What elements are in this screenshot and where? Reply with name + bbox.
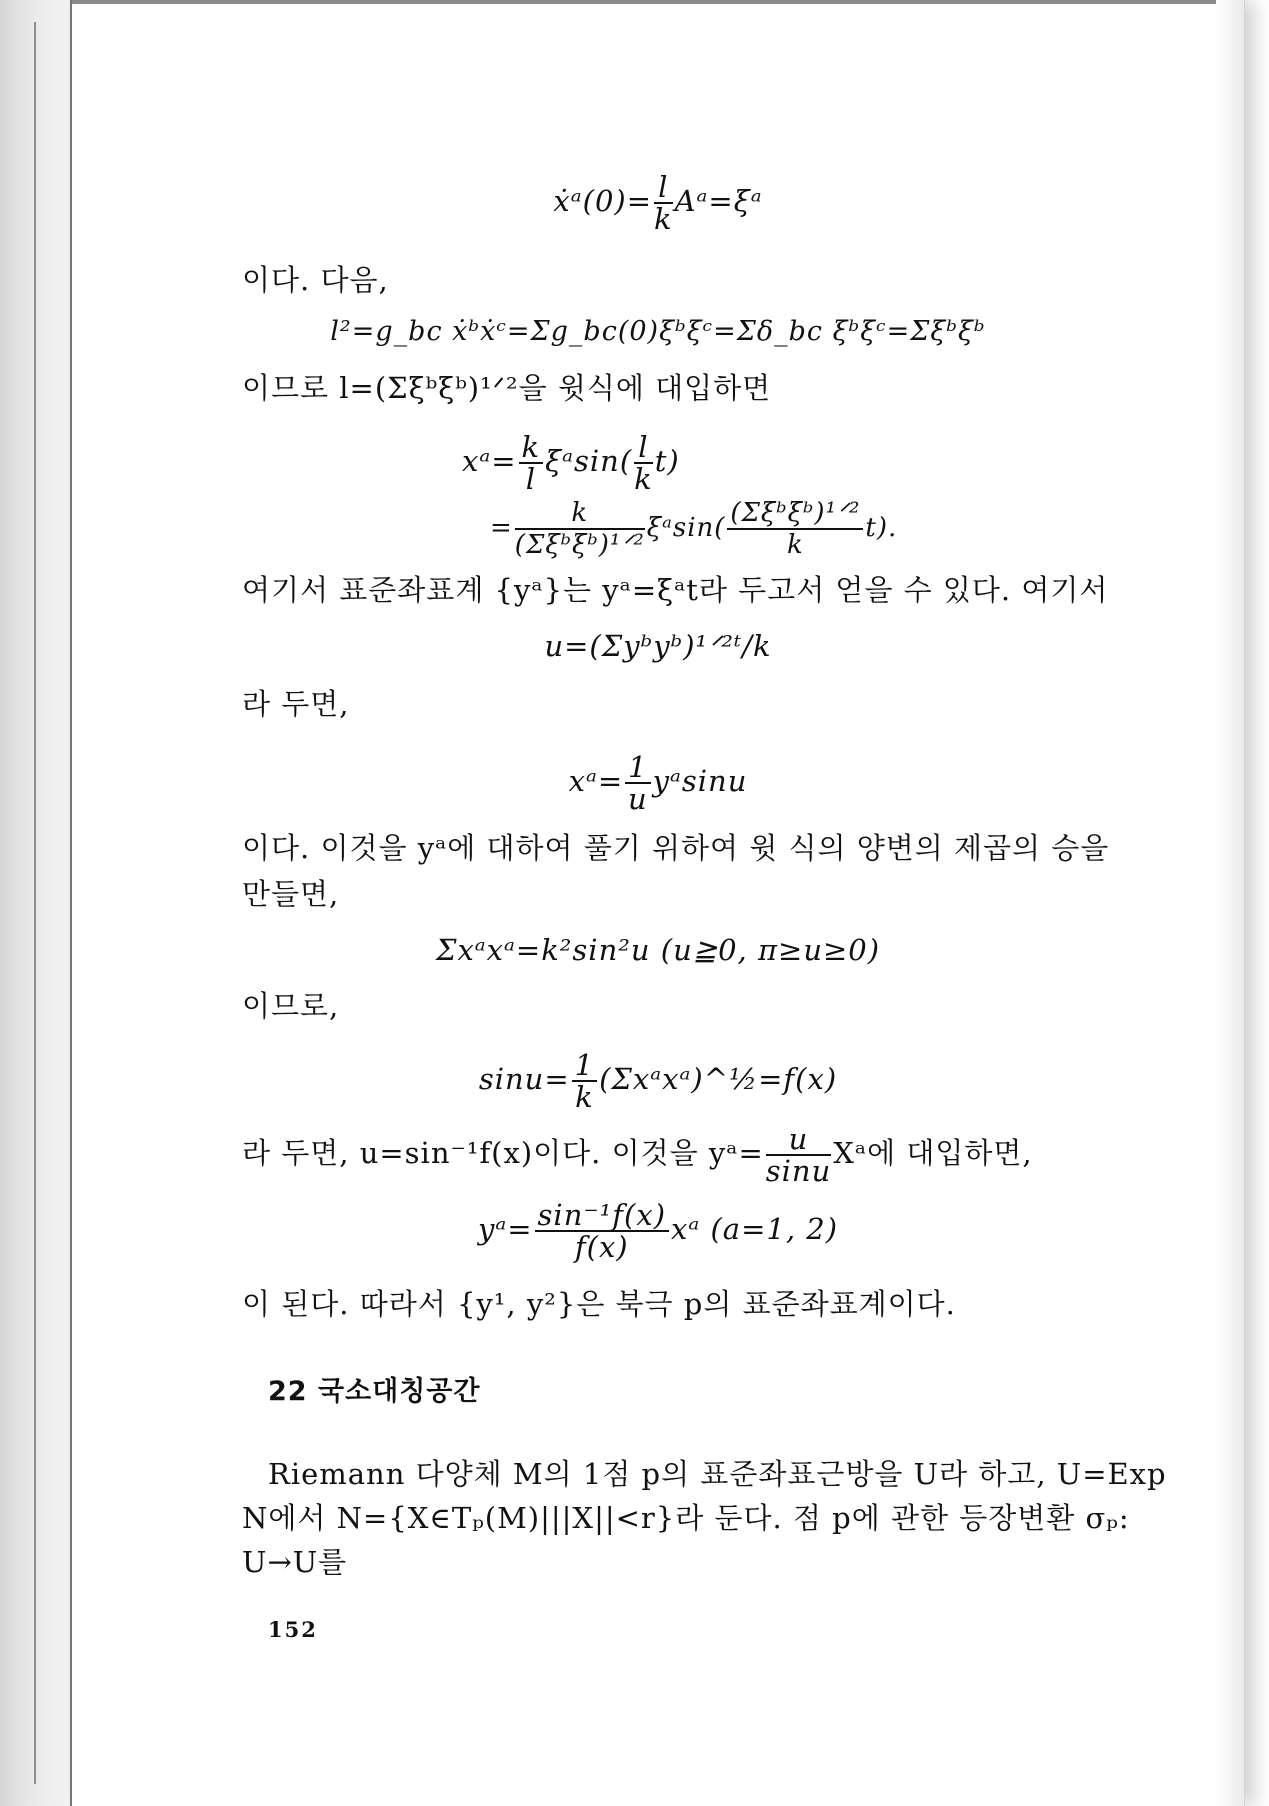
paragraph-line-1: Riemann 다양체 M의 1점 p의 표준좌표근방을 U라 하고, U=Exp bbox=[268, 1457, 1167, 1491]
text-line-5: 이다. 이것을 yᵃ에 대하여 풀기 위하여 윗 식의 양변의 제곱의 승을 bbox=[242, 831, 1110, 865]
eq7-numerator: 1 bbox=[572, 1050, 597, 1082]
text-line-9: 이 된다. 따라서 {y¹, y²}은 북극 p의 표준좌표계이다. bbox=[242, 1287, 956, 1321]
text-line-8 bbox=[242, 1124, 1033, 1186]
eq1-numerator: l bbox=[654, 172, 673, 204]
text-line-6: 만들면, bbox=[242, 877, 340, 911]
eq3b-fraction bbox=[515, 498, 645, 560]
eq8-left: yᵃ= bbox=[477, 1212, 533, 1246]
eq3a-fraction bbox=[519, 432, 544, 494]
eq3b-end: t). bbox=[865, 513, 898, 543]
eq5-right: yᵃsinu bbox=[652, 764, 748, 798]
eq3a-left: xᵃ= bbox=[462, 444, 517, 478]
equation-7 bbox=[72, 1050, 1244, 1112]
eq3b-mid: ξᵃsin( bbox=[646, 513, 726, 543]
eq5-numerator: 1 bbox=[625, 752, 650, 784]
text-line-1: 이다. 다음, bbox=[242, 263, 389, 297]
eq1-denominator: k bbox=[654, 202, 673, 236]
eq8-fraction bbox=[535, 1200, 669, 1262]
section-heading: 22 국소대칭공간 bbox=[268, 1376, 481, 1407]
equation-1 bbox=[72, 172, 1244, 234]
text-line-8-b: Xᵃ에 대입하면, bbox=[833, 1136, 1033, 1170]
t8-denominator: sinu bbox=[765, 1154, 832, 1188]
equation-2: l²=g_bc ẋᵇẋᶜ=Σg_bc(0)ξᵇξᶜ=Σδ_bc ξᵇξᶜ=Σξᵇξᵇ bbox=[330, 316, 986, 347]
text-line-2: 이므로 l=(Σξᵇξᵇ)¹ᐟ²을 윗식에 대입하면 bbox=[242, 371, 772, 405]
eq3b-inner-numerator: (Σξᵇξᵇ)¹ᐟ² bbox=[727, 498, 863, 530]
eq5-left: xᵃ= bbox=[568, 764, 624, 798]
eq3a-inner-numerator: l bbox=[634, 432, 653, 464]
paragraph-line-2: N에서 N={X∈Tₚ(M)|||X||<r}라 둔다. 점 p에 관한 등장변환 σₚ: bbox=[242, 1501, 1130, 1535]
eq1-left: ẋᵃ(0)= bbox=[553, 184, 653, 218]
eq3b-numerator: k bbox=[515, 498, 645, 530]
eq3b-inner-denominator: k bbox=[787, 530, 804, 560]
t8-numerator: u bbox=[766, 1124, 832, 1156]
eq7-fraction bbox=[572, 1050, 597, 1112]
eq8-denominator: f(x) bbox=[574, 1230, 629, 1264]
text-line-8-a: 라 두면, u=sin⁻¹f(x)이다. 이것을 yᵃ= bbox=[242, 1136, 764, 1170]
page-edge-shadow bbox=[1216, 0, 1244, 1806]
eq3a-inner-fraction bbox=[634, 432, 653, 494]
eq3a-mid: ξᵃsin( bbox=[545, 444, 633, 478]
eq3a-end: t) bbox=[654, 444, 680, 478]
eq3b-denominator: (Σξᵇξᵇ)¹ᐟ² bbox=[514, 530, 645, 560]
paragraph-line-3: U→U를 bbox=[242, 1545, 348, 1579]
equation-3b bbox=[490, 498, 897, 560]
eq3a-denominator: l bbox=[525, 462, 536, 496]
book-page bbox=[70, 0, 1245, 1806]
eq7-left: sinu= bbox=[478, 1062, 570, 1096]
text-line-7: 이므로, bbox=[242, 989, 340, 1023]
eq7-right: (Σxᵃxᵃ)^½=f(x) bbox=[599, 1062, 838, 1096]
book-spine bbox=[0, 0, 73, 1806]
equation-4: u=(Σyᵇyᵇ)¹ᐟ²ᵗ/k bbox=[544, 629, 772, 663]
eq1-right: Aᵃ=ξᵃ bbox=[674, 184, 763, 218]
equation-5 bbox=[72, 752, 1244, 814]
t8-fraction bbox=[766, 1124, 832, 1186]
eq5-fraction bbox=[625, 752, 650, 814]
page-number: 152 bbox=[268, 1617, 318, 1642]
eq5-denominator: u bbox=[628, 782, 648, 816]
text-line-4: 라 두면, bbox=[242, 687, 350, 721]
equation-6: Σxᵃxᵃ=k²sin²u (u≧0, π≥u≥0) bbox=[435, 933, 881, 967]
eq3a-numerator: k bbox=[519, 432, 544, 464]
eq1-fraction bbox=[654, 172, 673, 234]
eq3b-inner-fraction bbox=[727, 498, 863, 560]
eq3b-left: = bbox=[490, 513, 513, 543]
eq7-denominator: k bbox=[575, 1080, 594, 1114]
equation-8 bbox=[72, 1200, 1244, 1262]
eq3a-inner-denominator: k bbox=[634, 462, 653, 496]
eq8-right: xᵃ (a=1, 2) bbox=[671, 1212, 839, 1246]
eq8-numerator: sin⁻¹f(x) bbox=[535, 1200, 669, 1232]
equation-3a bbox=[462, 432, 680, 494]
text-line-3: 여기서 표준좌표계 {yᵃ}는 yᵃ=ξᵃt라 두고서 얻을 수 있다. 여기서 bbox=[242, 573, 1109, 607]
